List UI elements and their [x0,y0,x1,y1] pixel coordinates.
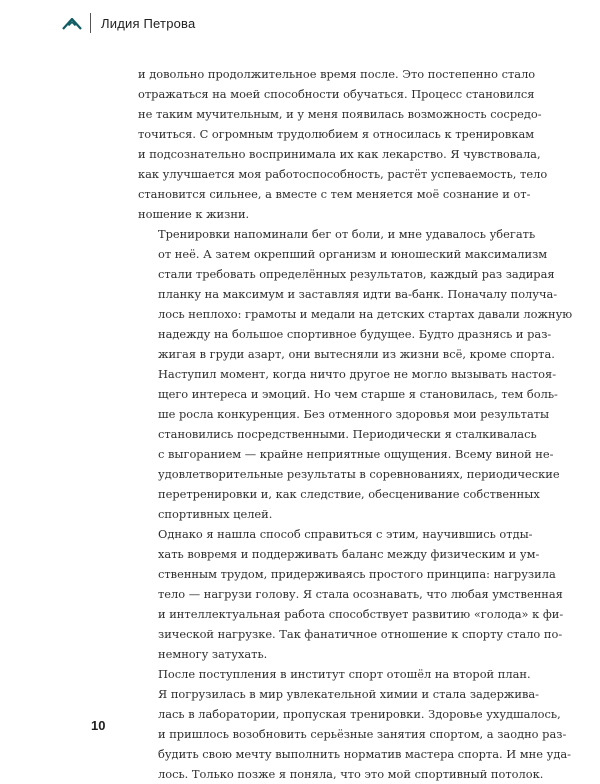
text-line: надежду на большое спортивное будущее. Будто дразнясь и раз- [158,327,552,341]
text-line: ношение к жизни. [138,207,250,221]
text-line: и довольно продолжительное время после. Это постепенно стало [138,67,536,81]
text-line: удовлетворительные результаты в соревнованиях, периодические [158,467,560,481]
text-line: лось неплохо: грамоты и медали на детских стартах давали ложную [158,307,573,321]
text-line: не таким мучительным, и у меня появилась возможность сосредо- [138,107,542,121]
text-line: Тренировки напоминали бег от боли, и мне удавалось убегать [158,227,536,241]
paragraph [138,664,571,784]
text-line: щего интереса и эмоций. Но чем старше я становилась, тем боль- [158,387,558,401]
text-line: и пришлось возобновить серьёзные занятия спортом, а заодно раз- [158,727,567,741]
text-line: Однако я нашла способ справиться с этим, научившись отды- [158,527,533,541]
text-line: После поступления в институт спорт отошёл на второй план. [158,667,531,681]
text-line: зической нагрузке. Так фанатичное отношение к спорту стало по- [158,627,563,641]
text-line: тело — нагрузи голову. Я стала осознавать, что любая умственная [158,587,563,601]
text-line: ственным трудом, придерживаясь простого принципа: нагрузила [158,567,556,581]
paragraph [138,524,564,664]
text-line: Наступил момент, когда ничто другое не могло вызывать настоя- [158,367,557,381]
text-line: ше росла конкуренция. Без отменного здоровья мои результаты [158,407,550,421]
text-line: точиться. С огромным трудолюбием я относилась к тренировкам [138,127,535,141]
text-line: отражаться на моей способности обучаться. Процесс становился [138,87,535,101]
mountain-logo-icon [62,16,82,30]
running-head [62,10,195,36]
text-line: жигая в груди азарт, они вытесняли из жизни всё, кроме спорта. [158,347,555,361]
text-line: лось. Только позже я поняла, что это мой спортивный потолок. [158,767,544,781]
text-line: лась в лаборатории, пропуская тренировки. Здоровье ухудшалось, [158,707,561,721]
header-divider [90,13,91,33]
text-line: становится сильнее, а вместе с тем меняется моё сознание и от- [138,187,531,201]
text-line: немногу затухать. [158,647,268,661]
text-line: от неё. А затем окрепший организм и юношеский максимализм [158,247,548,261]
text-line: перетренировки и, как следствие, обесценивание собственных [158,487,540,501]
text-line: становились посредственными. Периодически я сталкивалась [158,427,537,441]
text-line: планку на максимум и заставляя идти ва-банк. Поначалу получа- [158,287,558,301]
author-name: Лидия Петрова [101,15,196,31]
text-line: хать вовремя и поддерживать баланс между физическим и ум- [158,547,540,561]
text-line: и интеллектуальная работа способствует развитию «голода» к фи- [158,607,564,621]
text-line: спортивных целей. [158,507,273,521]
body-text [138,64,573,784]
text-line: будить свою мечту выполнить норматив мастера спорта. И мне уда- [158,747,571,761]
page-number: 10 [91,718,106,733]
paragraph [138,64,548,224]
text-line: и подсознательно воспринимала их как лекарство. Я чувствовала, [138,147,541,161]
text-line: как улучшается моя работоспособность, растёт успеваемость, тело [138,167,548,181]
paragraph [138,224,573,524]
text-line: стали требовать определённых результатов, каждый раз задирая [158,267,555,281]
text-line: Я погрузилась в мир увлекательной химии и стала задержива- [158,687,539,701]
text-line: с выгоранием — крайне неприятные ощущения. Всему виной не- [158,447,554,461]
